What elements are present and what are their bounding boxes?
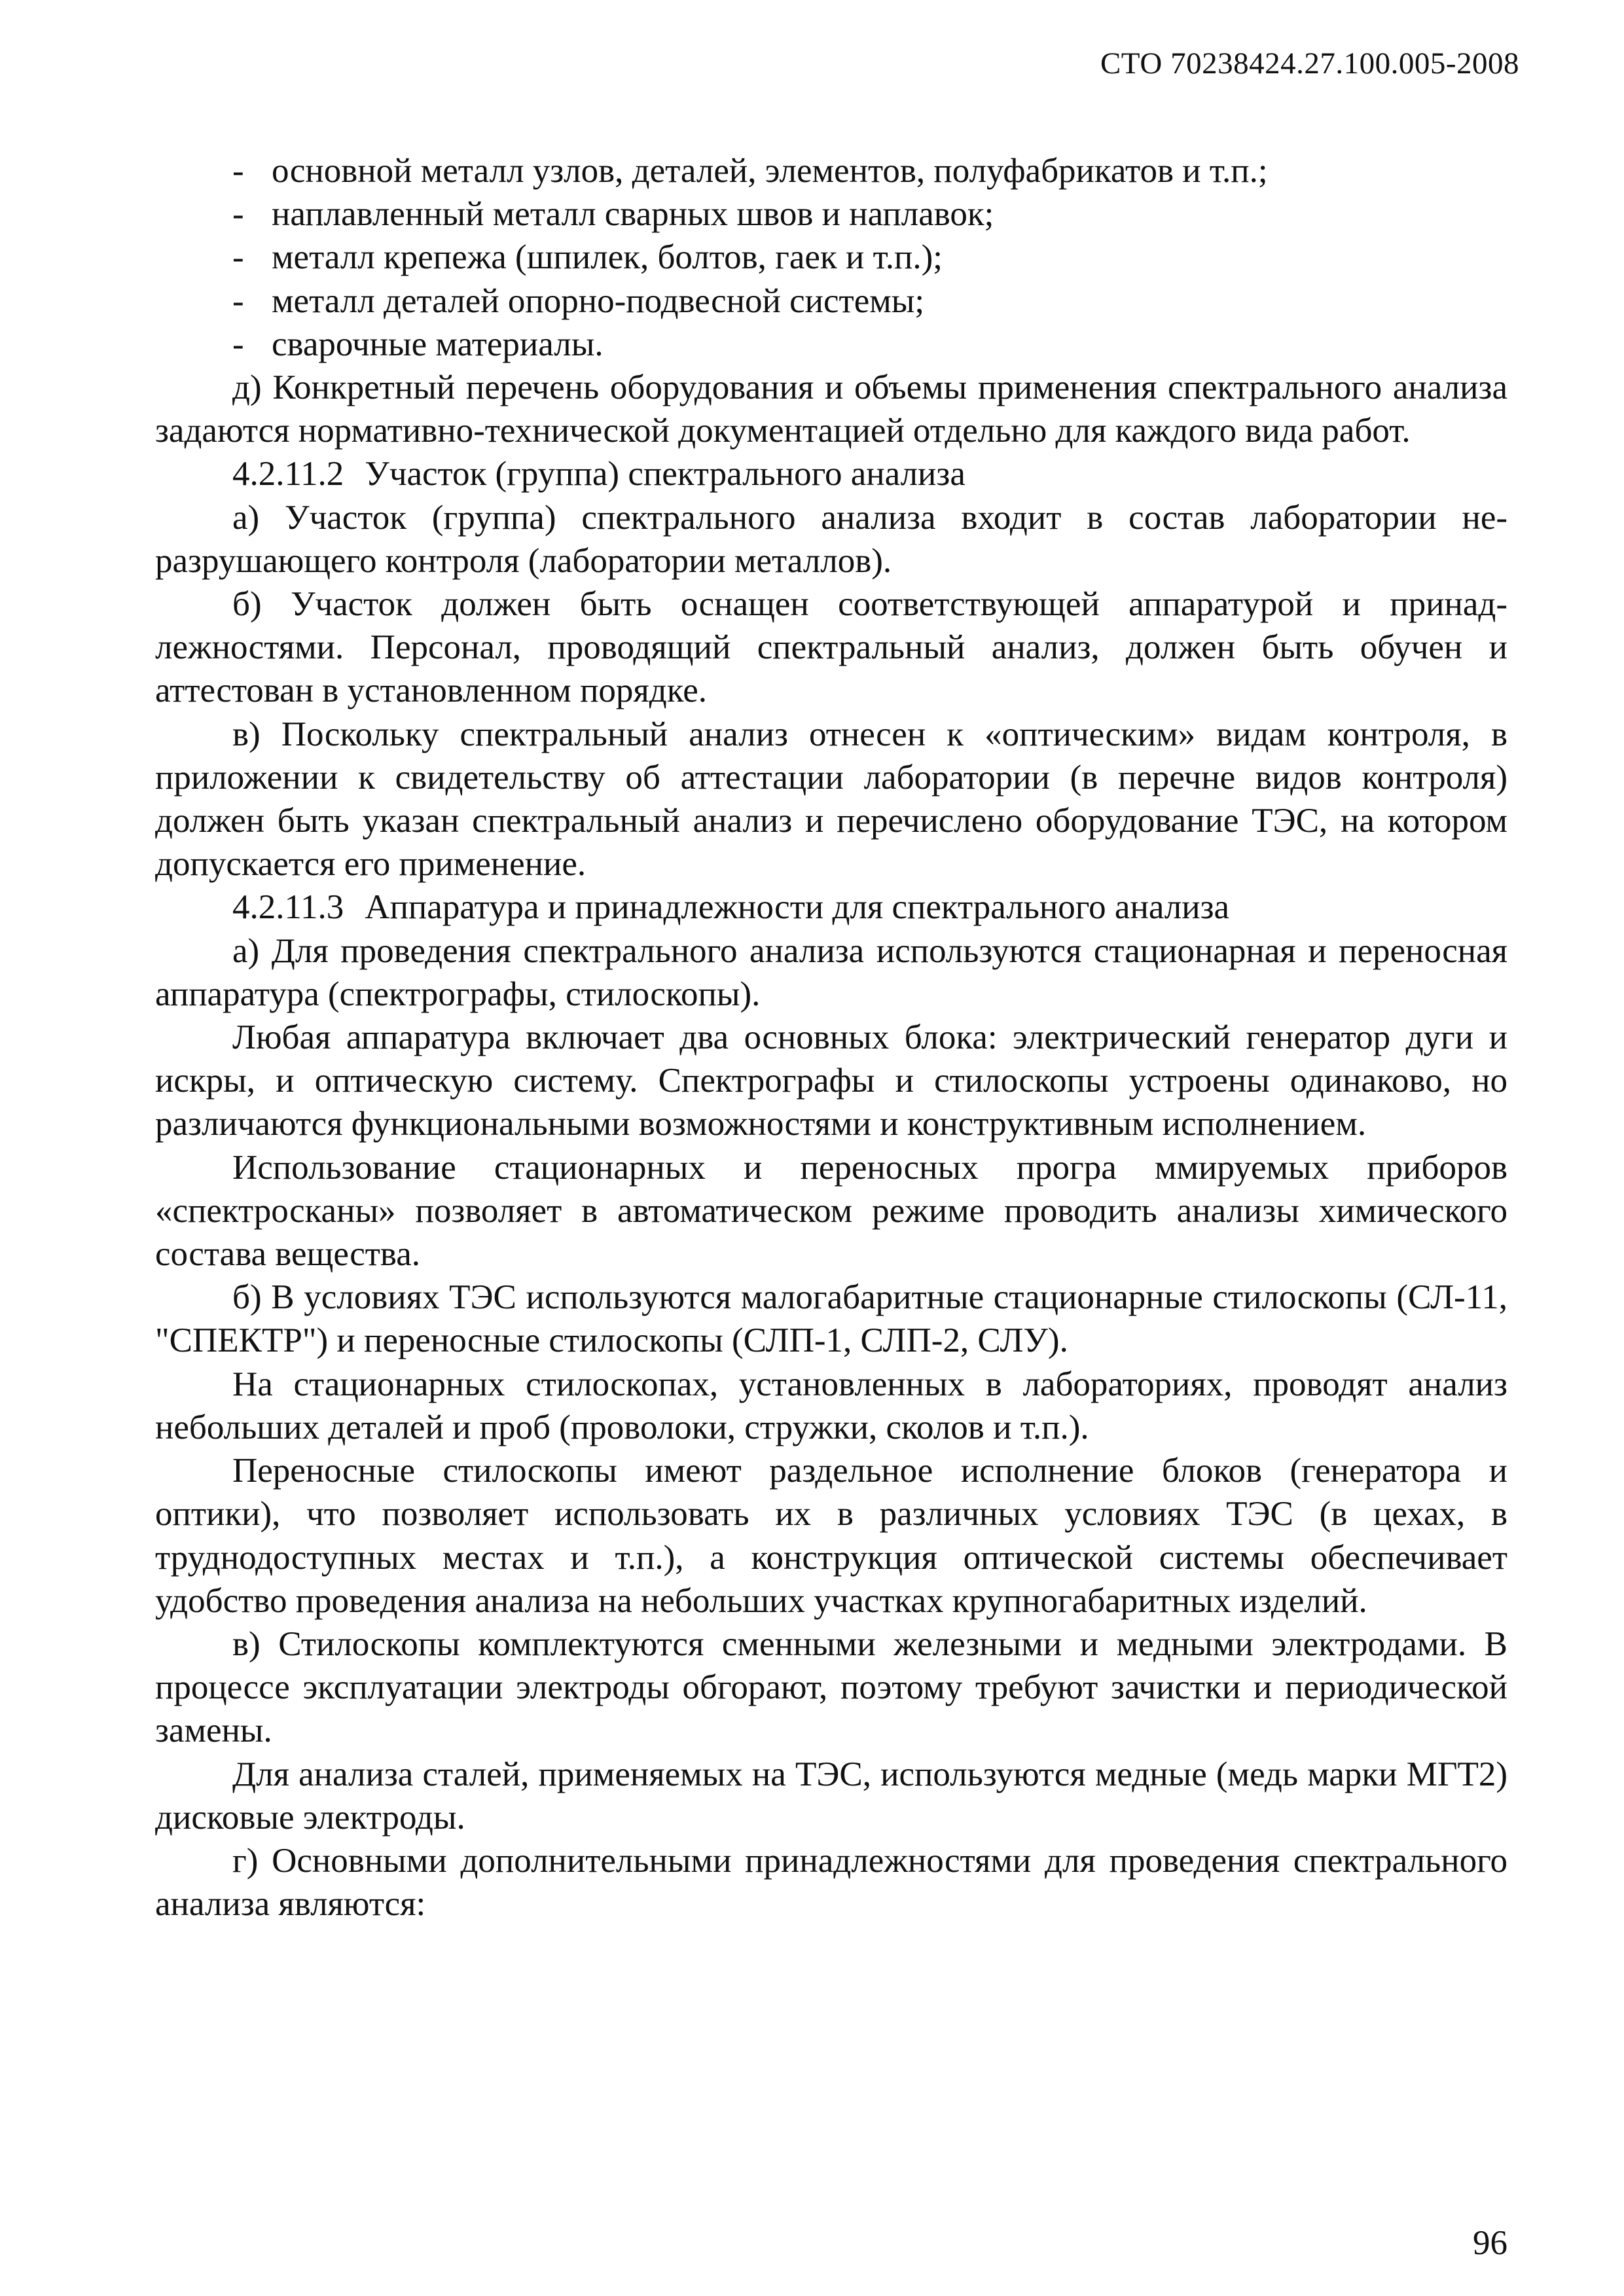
list-item-text: наплавленный металл сварных швов и наплавок; <box>272 195 994 234</box>
list-item <box>155 149 1507 192</box>
paragraph-v-certification: в) Поскольку спектральный анализ отнесен к «оптическим» видам контроля, в приложении к свидетельству об аттестации лаборатории (в перечне видов контроля) должен быть указан спектральный анализ и перечислено оборудование ТЭС, на котором допускается его применение. <box>155 715 1507 884</box>
paragraph-stationary-stiloscopes: На стационарных стилоскопах, установленных в лабораториях, проводят анализ небольших деталей и проб (проволоки, стружки, сколов и т.п.). <box>155 1365 1507 1446</box>
section-title: Аппаратура и принадлежности для спектрального анализа <box>365 888 1230 927</box>
dash-marker: - <box>232 152 244 190</box>
dash-marker: - <box>232 325 244 363</box>
dash-marker: - <box>232 238 244 277</box>
list-item <box>155 236 1507 279</box>
paragraph-b-stiloscopes: б) В условиях ТЭС используются малогабаритные стационарные стилоскопы (СЛ-11, "СПЕКТР") и переносные стилоскопы (СЛП-1, СЛП-2, СЛУ). <box>155 1278 1507 1360</box>
paragraph-b-site-equipment: б) Участок должен быть оснащен соответствующей аппаратурой и принадлежностями. Персонал, проводящий спектральный анализ, должен быть обучен и аттестован в установленном порядке. <box>155 585 1507 710</box>
paragraph-spectroscans: Использование стационарных и переносных програ ммируемых приборов «спектросканы» позволяет в автоматическом режиме проводить анализы химического состава вещества. <box>155 1148 1507 1274</box>
paragraph-g-accessories: г) Основными дополнительными принадлежностями для проведения спектрального анализа являются: <box>155 1841 1507 1924</box>
list-item <box>155 279 1507 323</box>
paragraph-a-apparatus-types: а) Для проведения спектрального анализа используются стационарная и переносная аппаратура (спектрографы, стилоскопы). <box>155 931 1507 1013</box>
dash-marker: - <box>232 281 244 320</box>
section-number: 4.2.11.3 <box>232 888 344 927</box>
list-item-text: металл крепежа (шпилек, болтов, гаек и т.п.); <box>272 238 943 277</box>
page-number: 96 <box>1473 2224 1507 2262</box>
list-item-text: сварочные материалы. <box>272 325 604 363</box>
paragraph-portable-stiloscopes: Переносные стилоскопы имеют раздельное исполнение блоков (генератора и оптики), что позволяет использовать их в различных условиях ТЭС (в цехах, в труднодоступных местах и т.п.), а конструкция оптической системы обеспечивает удобство проведения анализа на небольших участках крупногабаритных изделий. <box>155 1452 1507 1620</box>
list-item-text: основной металл узлов, деталей, элементов, полуфабрикатов и т.п.; <box>272 152 1268 190</box>
document-id-header: СТО 70238424.27.100.005-2008 <box>1100 46 1519 81</box>
section-title: Участок (группа) спектрального анализа <box>365 455 965 493</box>
paragraph-a-site-composition: а) Участок (группа) спектрального анализа входит в состав лаборатории неразрушающего контроля (лаборатории металлов). <box>155 498 1507 580</box>
materials-dash-list <box>155 149 1507 366</box>
paragraph-copper-electrodes: Для анализа сталей, применяемых на ТЭС, используются медные (медь марки МГТ2) дисковые электроды. <box>155 1755 1507 1837</box>
section-heading-4-2-11-2 <box>155 452 1507 495</box>
list-item <box>155 323 1507 366</box>
dash-marker: - <box>232 195 244 234</box>
paragraph-apparatus-blocks: Любая аппаратура включает два основных блока: электрический генератор дуги и искры, и оптическую систему. Спектрографы и стилоскопы устроены одинаково, но различаются функциональными возможностями и конструктивным исполнением. <box>155 1018 1507 1143</box>
document-body <box>155 149 1507 1926</box>
section-number: 4.2.11.2 <box>232 455 344 493</box>
section-heading-4-2-11-3 <box>155 886 1507 929</box>
list-item <box>155 192 1507 236</box>
paragraph-v-electrodes: в) Стилоскопы комплектуются сменными железными и медными электродами. В процессе эксплуатации электроды обгорают, поэтому требуют зачистки и периодической замены. <box>155 1624 1507 1750</box>
list-item-text: металл деталей опорно-подвесной системы; <box>272 281 925 320</box>
paragraph-d-equipment-list: д) Конкретный перечень оборудования и объемы применения спектрального анализа задаются нормативно-технической документацией отдельно для каждого вида работ. <box>155 368 1507 450</box>
